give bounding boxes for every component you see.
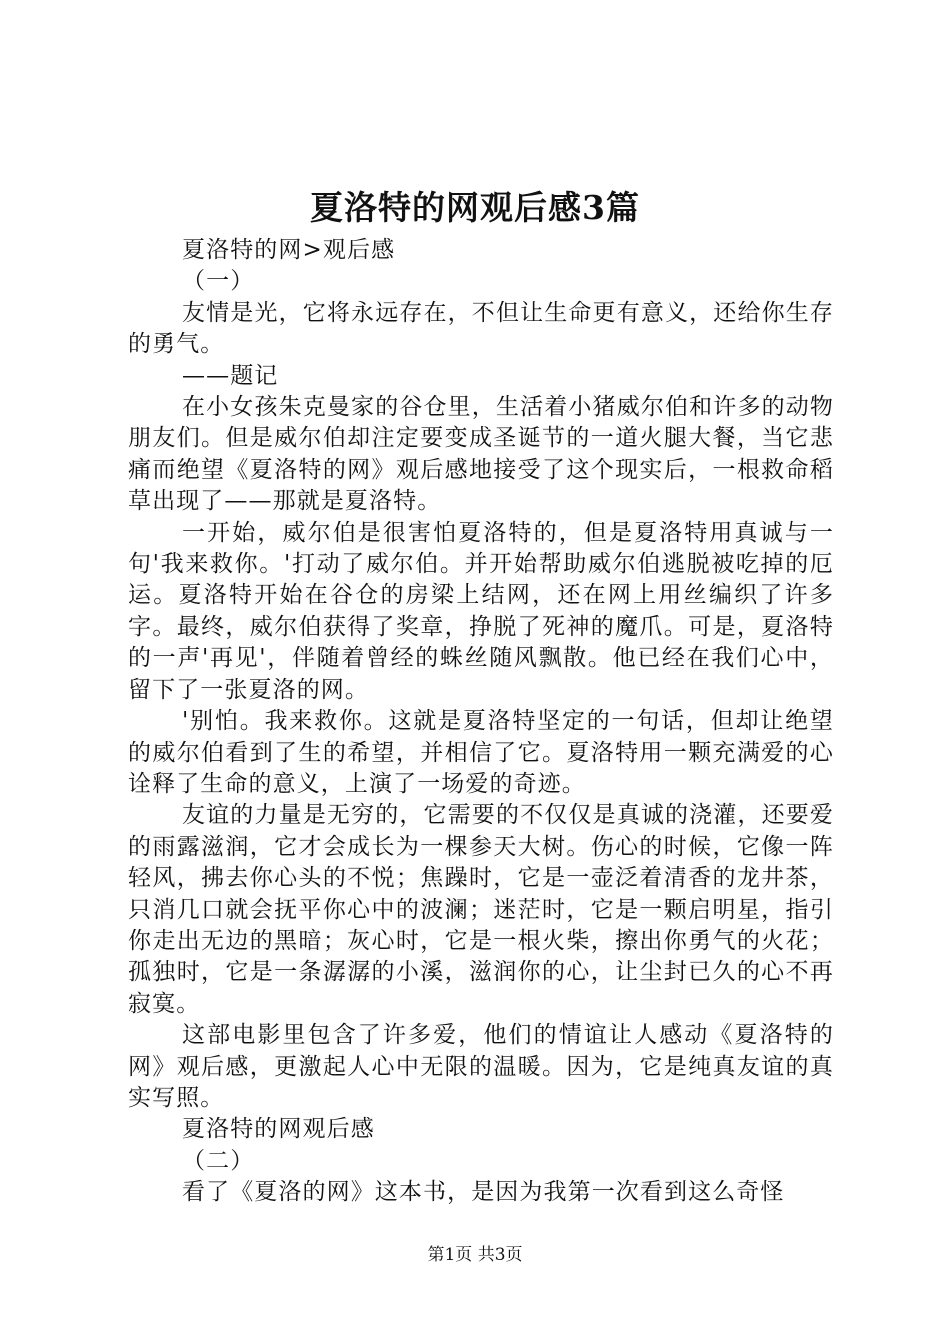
paragraph-epigraph: ——题记 [182, 362, 279, 389]
paragraph: '别怕。我来救你。这就是夏洛特坚定的一句话，但却让绝望的威尔伯看到了生的希望，并相信了它。夏洛特用一颗充满爱的心诠释了生命的意义，上演了一场爱的奇迹。 [128, 708, 834, 797]
paragraph-section-2: （二） [182, 1147, 255, 1174]
paragraph-heading-2: 夏洛特的网观后感 [182, 1116, 375, 1143]
page-footer: 第1页 共3页 [427, 1245, 523, 1265]
paragraph-heading-1: 夏洛特的网>观后感 [182, 237, 396, 263]
paragraph-section-1: （一） [182, 268, 255, 295]
document-body [128, 235, 834, 1209]
paragraph: 一开始，威尔伯是很害怕夏洛特的，但是夏洛特用真诚与一句'我来救你。'打动了威尔伯。并开始帮助威尔伯逃脱被吃掉的厄运。夏洛特开始在谷仓的房梁上结网，还在网上用丝编织了许多字。最终，威尔伯获得了奖章，挣脱了死神的魔爪。可是，夏洛特的一声'再见'，伴随着曾经的蛛丝随风飘散。他已经在我们心中，留下了一张夏洛的网。 [128, 519, 834, 703]
paragraph: 这部电影里包含了许多爱，他们的情谊让人感动《夏洛特的网》观后感，更激起人心中无限的温暖。因为，它是纯真友谊的真实写照。 [128, 1022, 834, 1111]
paragraph: 在小女孩朱克曼家的谷仓里，生活着小猪威尔伯和许多的动物朋友们。但是威尔伯却注定要变成圣诞节的一道火腿大餐，当它悲痛而绝望《夏洛特的网》观后感地接受了这个现实后，一根救命稻草出现了——那就是夏洛特。 [128, 394, 834, 515]
paragraph: 友谊的力量是无穷的，它需要的不仅仅是真诚的浇灌，还要爱的雨露滋润，它才会成长为一棵参天大树。伤心的时候，它像一阵轻风，拂去你心头的不悦；焦躁时，它是一壶泛着清香的龙井茶，只消几口就会抚平你心中的波澜；迷茫时，它是一颗启明星，指引你走出无边的黑暗；灰心时，它是一根火柴，擦出你勇气的火花；孤独时，它是一条潺潺的小溪，滋润你的心，让尘封已久的心不再寂寞。 [128, 802, 834, 1017]
document-title: 夏洛特的网观后感3篇 [310, 188, 640, 227]
paragraph: 看了《夏洛的网》这本书，是因为我第一次看到这么奇怪 [182, 1179, 785, 1206]
paragraph: 友情是光，它将永远存在，不但让生命更有意义，还给你生存的勇气。 [128, 299, 834, 358]
